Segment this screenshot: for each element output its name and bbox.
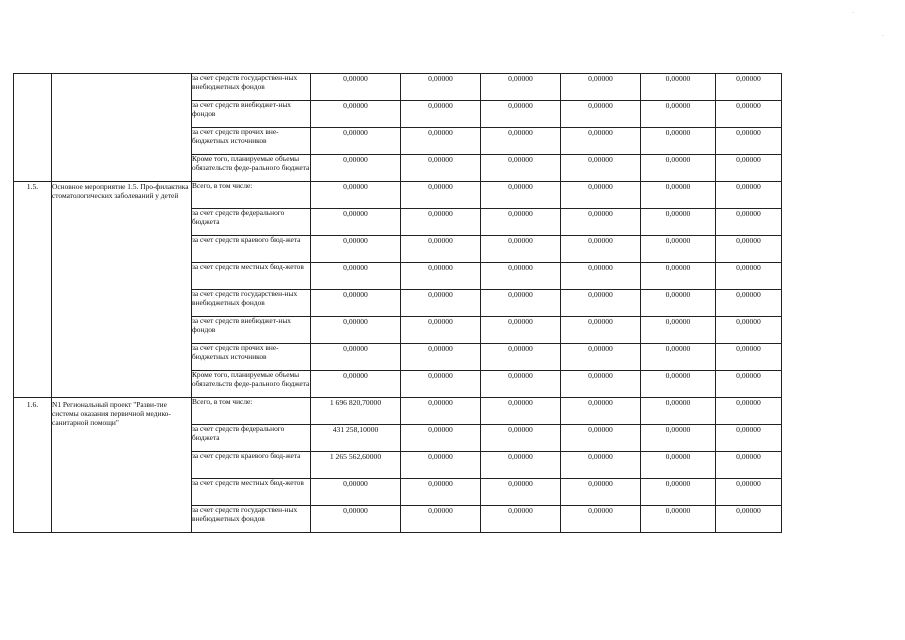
amount-cell: 0,00000 <box>641 371 716 398</box>
amount-cell: 0,00000 <box>641 263 716 290</box>
amount-cell: 0,00000 <box>311 344 401 371</box>
amount-cell: 0,00000 <box>401 182 481 209</box>
funding-source-cell: за счет средств государствен-ных внебюджетных фондов <box>192 290 311 317</box>
amount-cell: 0,00000 <box>311 155 401 182</box>
amount-cell: 0,00000 <box>481 209 561 236</box>
amount-cell: 0,00000 <box>311 101 401 128</box>
amount-cell: 0,00000 <box>401 398 481 425</box>
amount-cell: 0,00000 <box>641 506 716 533</box>
amount-cell: 0,00000 <box>311 263 401 290</box>
amount-cell: 0,00000 <box>561 371 641 398</box>
amount-cell: 1 696 820,70000 <box>311 398 401 425</box>
amount-cell: 0,00000 <box>716 263 782 290</box>
amount-cell: 0,00000 <box>311 128 401 155</box>
financing-table <box>13 73 782 533</box>
amount-cell: 0,00000 <box>716 74 782 101</box>
amount-cell: 0,00000 <box>401 236 481 263</box>
amount-cell: 0,00000 <box>561 101 641 128</box>
amount-cell: 0,00000 <box>481 506 561 533</box>
table-row <box>14 74 782 101</box>
amount-cell: 0,00000 <box>401 452 481 479</box>
amount-cell: 0,00000 <box>481 398 561 425</box>
measure-number-cell: 1.6. <box>14 398 52 533</box>
amount-cell: 0,00000 <box>561 128 641 155</box>
amount-cell: 0,00000 <box>716 290 782 317</box>
amount-cell: 0,00000 <box>401 263 481 290</box>
financing-table-body <box>14 74 782 533</box>
table-row <box>14 182 782 209</box>
amount-cell: 0,00000 <box>481 236 561 263</box>
amount-cell: 0,00000 <box>641 101 716 128</box>
amount-cell: 431 258,10000 <box>311 425 401 452</box>
amount-cell: 0,00000 <box>641 344 716 371</box>
amount-cell: 0,00000 <box>401 101 481 128</box>
amount-cell: 0,00000 <box>561 182 641 209</box>
amount-cell: 0,00000 <box>481 155 561 182</box>
amount-cell: 0,00000 <box>311 182 401 209</box>
amount-cell: 0,00000 <box>716 452 782 479</box>
amount-cell: 0,00000 <box>401 344 481 371</box>
funding-source-cell: за счет средств внебюджет-ных фондов <box>192 101 311 128</box>
funding-source-cell: за счет средств местных бюд-жетов <box>192 479 311 506</box>
amount-cell: 0,00000 <box>401 317 481 344</box>
funding-source-cell: за счет средств краевого бюд-жета <box>192 452 311 479</box>
amount-cell: 0,00000 <box>641 290 716 317</box>
amount-cell: 0,00000 <box>716 506 782 533</box>
funding-source-cell: Кроме того, планируемые объемы обязательств феде-рального бюджета <box>192 371 311 398</box>
amount-cell: 1 265 562,60000 <box>311 452 401 479</box>
scan-speck: · <box>852 10 854 16</box>
amount-cell: 0,00000 <box>641 452 716 479</box>
amount-cell: 0,00000 <box>641 398 716 425</box>
amount-cell: 0,00000 <box>311 317 401 344</box>
amount-cell: 0,00000 <box>716 128 782 155</box>
measure-name-cell: Основное мероприятие 1.5. Про-филактика стоматологических заболеваний у детей <box>52 182 192 398</box>
amount-cell: 0,00000 <box>311 209 401 236</box>
amount-cell: 0,00000 <box>481 101 561 128</box>
amount-cell: 0,00000 <box>561 155 641 182</box>
measure-number-cell: 1.5. <box>14 182 52 398</box>
amount-cell: 0,00000 <box>401 128 481 155</box>
funding-source-cell: за счет средств внебюджет-ных фондов <box>192 317 311 344</box>
amount-cell: 0,00000 <box>716 209 782 236</box>
funding-source-cell: за счет средств местных бюд-жетов <box>192 263 311 290</box>
amount-cell: 0,00000 <box>481 452 561 479</box>
amount-cell: 0,00000 <box>561 398 641 425</box>
amount-cell: 0,00000 <box>481 263 561 290</box>
amount-cell: 0,00000 <box>716 479 782 506</box>
amount-cell: 0,00000 <box>481 182 561 209</box>
measure-name-cell <box>52 74 192 182</box>
amount-cell: 0,00000 <box>401 290 481 317</box>
funding-source-cell: за счет средств краевого бюд-жета <box>192 236 311 263</box>
amount-cell: 0,00000 <box>401 209 481 236</box>
amount-cell: 0,00000 <box>311 74 401 101</box>
amount-cell: 0,00000 <box>481 344 561 371</box>
amount-cell: 0,00000 <box>311 479 401 506</box>
amount-cell: 0,00000 <box>561 506 641 533</box>
table-row <box>14 398 782 425</box>
funding-source-cell: за счет средств федерального бюджета <box>192 425 311 452</box>
amount-cell: 0,00000 <box>561 209 641 236</box>
scan-speck: · <box>882 33 884 39</box>
funding-source-cell: за счет средств прочих вне-бюджетных источников <box>192 128 311 155</box>
amount-cell: 0,00000 <box>401 479 481 506</box>
amount-cell: 0,00000 <box>716 425 782 452</box>
funding-source-cell: за счет средств прочих вне-бюджетных источников <box>192 344 311 371</box>
amount-cell: 0,00000 <box>641 74 716 101</box>
amount-cell: 0,00000 <box>561 452 641 479</box>
amount-cell: 0,00000 <box>716 236 782 263</box>
amount-cell: 0,00000 <box>641 128 716 155</box>
amount-cell: 0,00000 <box>716 101 782 128</box>
amount-cell: 0,00000 <box>561 74 641 101</box>
amount-cell: 0,00000 <box>641 209 716 236</box>
amount-cell: 0,00000 <box>481 128 561 155</box>
amount-cell: 0,00000 <box>561 236 641 263</box>
amount-cell: 0,00000 <box>641 479 716 506</box>
amount-cell: 0,00000 <box>716 371 782 398</box>
amount-cell: 0,00000 <box>401 425 481 452</box>
amount-cell: 0,00000 <box>641 236 716 263</box>
amount-cell: 0,00000 <box>401 155 481 182</box>
amount-cell: 0,00000 <box>481 317 561 344</box>
amount-cell: 0,00000 <box>641 317 716 344</box>
amount-cell: 0,00000 <box>716 155 782 182</box>
amount-cell: 0,00000 <box>561 317 641 344</box>
amount-cell: 0,00000 <box>641 182 716 209</box>
amount-cell: 0,00000 <box>561 263 641 290</box>
amount-cell: 0,00000 <box>561 344 641 371</box>
amount-cell: 0,00000 <box>716 317 782 344</box>
amount-cell: 0,00000 <box>716 398 782 425</box>
amount-cell: 0,00000 <box>561 479 641 506</box>
amount-cell: 0,00000 <box>481 371 561 398</box>
amount-cell: 0,00000 <box>481 74 561 101</box>
amount-cell: 0,00000 <box>311 290 401 317</box>
measure-name-cell: N1 Региональный проект "Разви-тие системы оказания первичной медико-санитарной помощи" <box>52 398 192 533</box>
amount-cell: 0,00000 <box>716 344 782 371</box>
funding-source-cell: Всего, в том числе: <box>192 182 311 209</box>
funding-source-cell: за счет средств государствен-ных внебюджетных фондов <box>192 74 311 101</box>
amount-cell: 0,00000 <box>401 506 481 533</box>
amount-cell: 0,00000 <box>561 290 641 317</box>
funding-source-cell: за счет средств государствен-ных внебюджетных фондов <box>192 506 311 533</box>
amount-cell: 0,00000 <box>561 425 641 452</box>
amount-cell: 0,00000 <box>481 425 561 452</box>
measure-number-cell <box>14 74 52 182</box>
amount-cell: 0,00000 <box>311 236 401 263</box>
amount-cell: 0,00000 <box>716 182 782 209</box>
funding-source-cell: за счет средств федерального бюджета <box>192 209 311 236</box>
amount-cell: 0,00000 <box>481 290 561 317</box>
amount-cell: 0,00000 <box>311 506 401 533</box>
funding-source-cell: Всего, в том числе: <box>192 398 311 425</box>
amount-cell: 0,00000 <box>641 155 716 182</box>
amount-cell: 0,00000 <box>311 371 401 398</box>
amount-cell: 0,00000 <box>481 479 561 506</box>
amount-cell: 0,00000 <box>401 371 481 398</box>
funding-source-cell: Кроме того, планируемые объемы обязательств феде-рального бюджета <box>192 155 311 182</box>
amount-cell: 0,00000 <box>401 74 481 101</box>
amount-cell: 0,00000 <box>641 425 716 452</box>
